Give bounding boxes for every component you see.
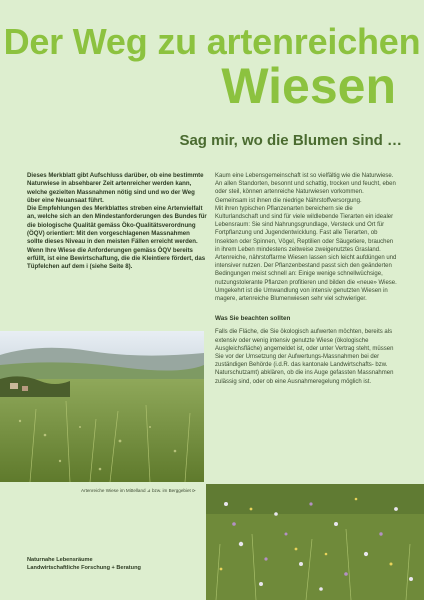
right-column (215, 172, 397, 386)
footer-line-1: Naturnahe Lebensräume (27, 557, 93, 563)
meadow-photo-mountain (206, 484, 424, 600)
body-paragraph-1: Kaum eine Lebensgemeinschaft ist so vielfältig wie die Naturwiese. An allen Standorten, besonnt und schattig, trocken und feucht, eben oder steil, können artenreiche Naturwiesen vorkommen. Gemeinsam ist ihnen die niedrige Nährstoffversorgung. (215, 173, 396, 204)
intro-paragraph-2: Die Empfehlungen des Merkblattes streben eine Artenvielfalt an, welche sich an den Mindestanforderungen des Bundes für die biologische Qualität gemäss Öko-Qualitätsverordnung (ÖQV) orientiert: Mit den vorgeschlagenen Massnahmen sollte dieses Niveau in den meisten Fällen erreicht werden. (27, 205, 207, 246)
intro-paragraph-3: Wenn Ihre Wiese die Anforderungen gemäss ÖQV bereits erfüllt, ist eine Bewirtschaftung, die die Kleintiere fördert, das Tüpfelchen auf dem i (siehe Seite 8). (27, 246, 206, 271)
intro-paragraph-1: Dieses Merkblatt gibt Aufschluss darüber, ob eine bestimmte Naturwiese in absehbarer Zeit artenreicher werden kann, welche gezielten Massnahmen nötig sind und wo der Weg über eine Neuansaat führt. (27, 172, 204, 204)
subtitle: Sag mir, wo die Blumen sind … (179, 132, 402, 149)
body-paragraph-4: Falls die Fläche, die Sie ökologisch aufwerten möchten, bereits als extensiv oder wenig intensiv genutzte Wiese (ökologische Ausgleichsfläche) angemeldet ist, oder unter Vertrag steht, müssen Sie vor der Umsetzung der Aufwertungs-Massnahmen bei der zuständigen Behörde (i.d.R. das kantonale Landwirtschafts- bzw. Naturschutzamt) abklären, ob die ins Auge gefassten Massnahmen zulässig sind, oder ob eine Ausnahmeregelung möglich ist. (215, 329, 394, 385)
footer-line-2: Landwirtschaftliche Forschung + Beratung (27, 565, 141, 571)
photo-caption: Artenreiche Wiese im Mittelland ⊿ bzw. im Berggebiet ⊳ (81, 488, 196, 493)
section-heading: Was Sie beachten sollten (215, 315, 291, 323)
title-line-2: Wiesen (221, 58, 396, 114)
intro-text (27, 172, 207, 272)
body-paragraph-2: Mit ihren typischen Pflanzenarten bereichern sie die Kulturlandschaft und sind für viele wildlebende Tierarten ein idealer Lebensraum: Sie sind Nahrungsgrundlage, Versteck und Ort für Fortpflanzung und Jugendentwicklung. Fast alle Tierarten, ob Insekten oder Spinnen, Vögel, Reptilien oder Säugetiere, brauchen in ihrem Leben mindestens zeitweise zweigenutztes Grasland. (215, 205, 394, 253)
meadow-photo-lowland (0, 331, 204, 482)
body-paragraph-3: Artenreiche, nährstoffarme Wiesen lassen sich leicht aufdüngen und intensiver nutzen. Der Pflanzenbestand passt sich den geänderten Bedingungen meist schnell an: Einige wenige schnellwüchsige, nutzungstolerante Pflanzen profitieren und bilden die «neue» Wiese. Umgekehrt ist die Umwandlung von intensiv genutzten Wiesen in magere, artenreiche Blumenwiesen sehr viel schwieriger. (215, 255, 397, 303)
title-line-1: Der Weg zu artenreichen (3, 21, 421, 62)
footer (27, 556, 141, 572)
